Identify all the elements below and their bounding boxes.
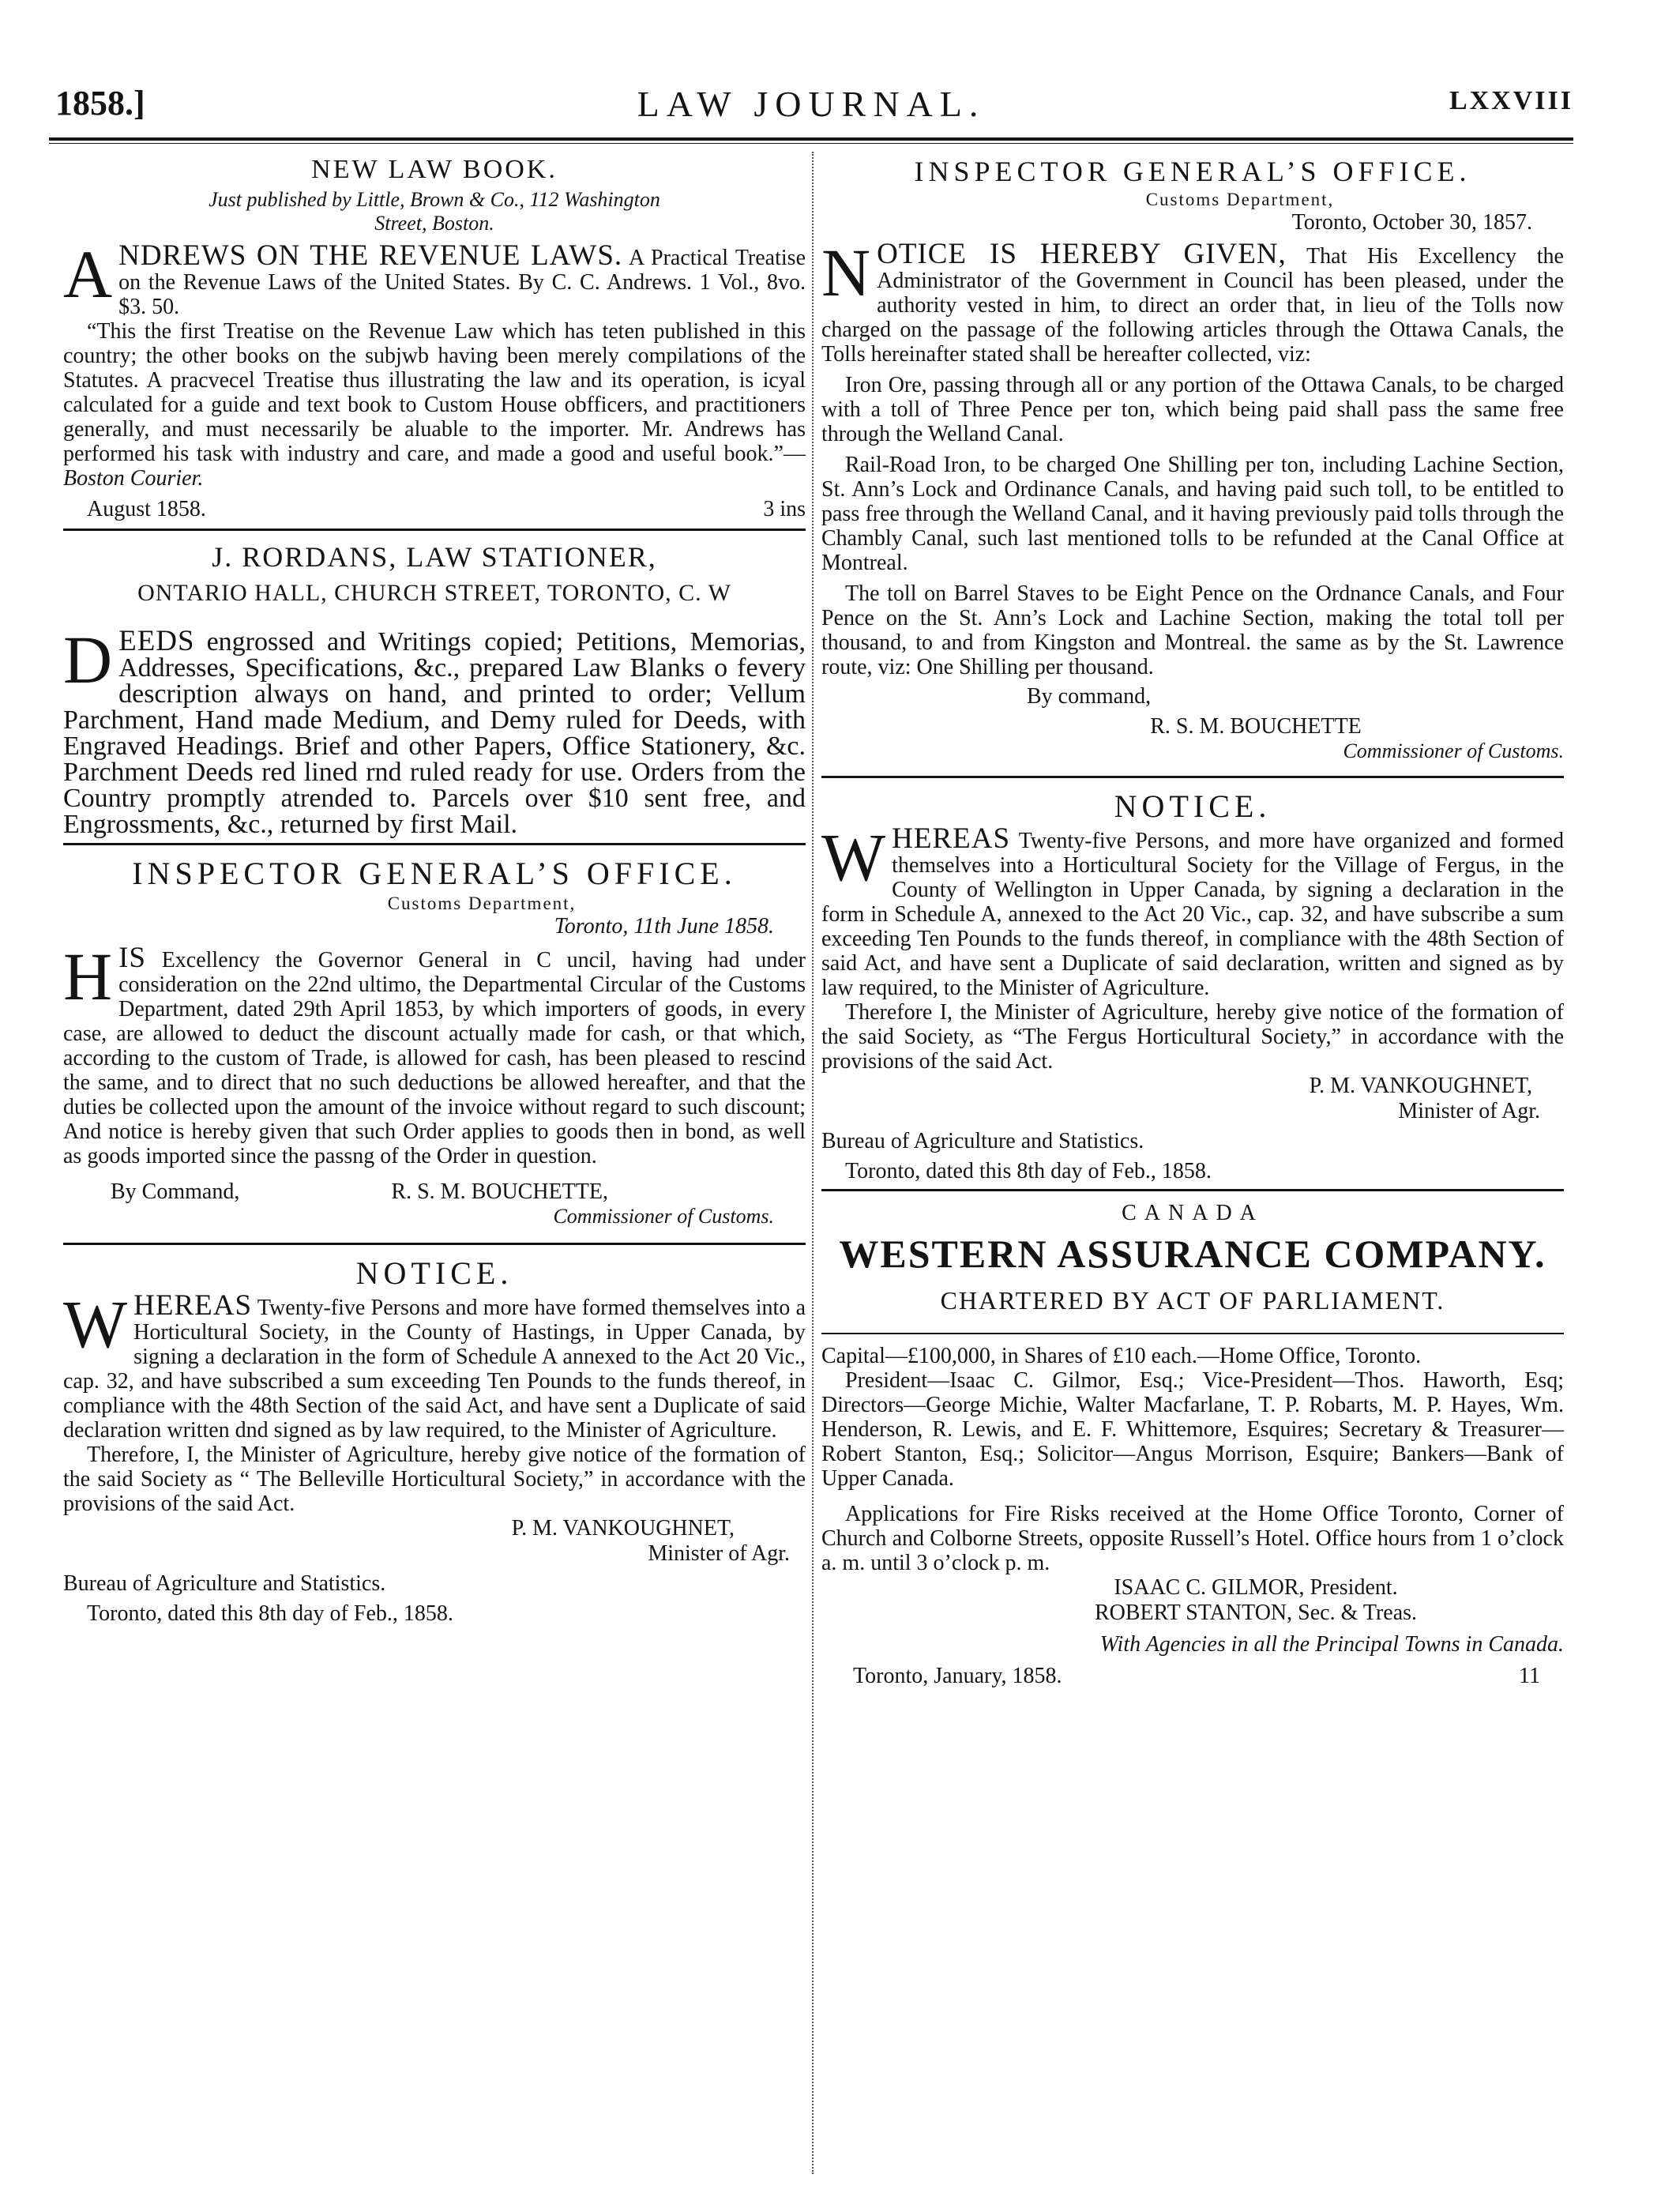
notice-lead-left: HEREAS	[133, 1289, 253, 1322]
notice-body2-left: Therefore, I, the Minister of Agriculture, hereby give notice of the formation of the said Society as “ The Belleville Horticultural Society,” in accordance with the provisions of the said Act.	[63, 1443, 806, 1516]
inspector-signature-row-left	[63, 1179, 806, 1205]
inspector-date-left: Toronto, 11th June 1858.	[554, 914, 774, 939]
inspector-title-left: Commissioner of Customs.	[553, 1205, 774, 1228]
assurance-capital: Capital—£100,000, in Shares of £10 each.—Home Office, Toronto.	[821, 1344, 1422, 1368]
inspector-heading-left: INSPECTOR GENERAL’S OFFICE.	[132, 856, 737, 891]
book-body: A Practical Treatise on the Revenue Laws of the United States. By C. C. Andrews. 1 Vol., 8vo. $3. 50.	[118, 246, 806, 319]
inspector-general-notice-left	[63, 855, 806, 1228]
inspector-text3-right: Rail-Road Iron, to be charged One Shilling per ton, including Lachine Section, St. Ann’s Lock and Ordinance Canals, and having paid such toll, to be entitled to pass free through the Welland Canal, and it having previously paid tolls through the Chambly Canal, such last mentioned tolls to be refunded at the Canal Office at Montreal.	[821, 453, 1564, 575]
new-law-book-advert	[63, 155, 806, 522]
inspector-by-command-left: By Command,	[111, 1179, 240, 1204]
inspector-signatory-right: R. S. M. BOUCHETTE	[1150, 714, 1362, 739]
assurance-charter: CHARTERED BY ACT OF PARLIAMENT.	[940, 1286, 1445, 1315]
header-title: LAW JOURNAL.	[637, 84, 986, 124]
book-quote-text: “This the first Treatise on the Revenue Law which has teten published in this country; the other books on the subjwb having been merely compilations of the Statutes. A pracvecel Treatise thus illustrating the law and its operation, is icyal calculated for a guide and text book to Custom House obfficers, and practitioners generally, and must necessarily be aluable to the importer. Mr. Andrews has performed his task with industry and care, and made a good and useful book.”—	[63, 319, 806, 466]
book-quote	[63, 319, 806, 491]
book-date: August 1858.	[87, 497, 206, 521]
assurance-canada: CANADA	[1122, 1201, 1264, 1225]
inspector-text4-right: The toll on Barrel Staves to be Eight Pence on the Ordnance Canals, and Four Pence on the St. Ann’s Lock and Lachine Section, making the total toll per thousand, to and from Kingston and Montreal. the same as by the St. Lawrence route, viz: One Shilling per thousand.	[821, 581, 1564, 679]
stationer-dropcap: D	[63, 622, 113, 698]
section-rule	[821, 1333, 1564, 1334]
book-lead: NDREWS ON THE REVENUE LAWS.	[118, 239, 623, 272]
header-year: 1858.]	[55, 84, 145, 122]
section-rule	[821, 1189, 1564, 1191]
assurance-applications: Applications for Fire Risks received at the Home Office Toronto, Corner of Church and Colborne Streets, opposite Russell’s Hotel. Office hours from 1 o’clock a. m. until 3 o’clock p. m.	[821, 1502, 1564, 1575]
assurance-officers: President—Isaac C. Gilmor, Esq.; Vice-President—Thos. Haworth, Esq; Directors—George Michie, Walter Macfarlane, T. P. Robarts, M. P. Hayes, Wm. Henderson, R. Lewis, and E. F. Whittemore, Esquires; Secretary & Treasurer—Robert Stanton, Esq.; Solicitor—Angus Morrison, Esquire; Bankers—Bank of Upper Canada.	[821, 1368, 1564, 1491]
left-column	[63, 150, 806, 1631]
notice-body-left	[63, 1286, 806, 1443]
book-publisher-line2: Street, Boston.	[374, 212, 494, 235]
assurance-insertions: 11	[1519, 1664, 1540, 1688]
notice-date-left: Toronto, dated this 8th day of Feb., 1858.	[87, 1601, 453, 1626]
section-rule	[63, 1243, 806, 1245]
notice-title-left: Minister of Agr.	[648, 1541, 790, 1566]
notice-signatory-left: P. M. VANKOUGHNET,	[511, 1516, 735, 1540]
inspector-text1-right: That His Excellency the Administrator of the Government in Council has been pleased, under the authority vested in him, to direct an order that, in lieu of the Tolls now charged on the passage of the following articles through the Ottawa Canals, the Tolls hereinafter stated shall be hereafter collected, viz:	[821, 244, 1564, 367]
inspector-title-right: Commissioner of Customs.	[1343, 739, 1564, 762]
notice-bureau-right: Bureau of Agriculture and Statistics.	[821, 1129, 1144, 1153]
inspector-dept-left: Customs Department,	[387, 893, 577, 913]
inspector-date-right: Toronto, October 30, 1857.	[1291, 210, 1532, 235]
assurance-agencies: With Agencies in all the Principal Towns in Canada.	[1099, 1632, 1564, 1657]
book-description	[63, 236, 806, 319]
book-date-row	[63, 497, 806, 522]
notice-heading-right: NOTICE.	[1114, 788, 1272, 824]
header-rule	[49, 137, 1573, 141]
assurance-date-row	[821, 1664, 1564, 1689]
assurance-date: Toronto, January, 1858.	[853, 1664, 1062, 1688]
inspector-by-command-right: By command,	[1027, 684, 1152, 709]
inspector-body1-right	[821, 235, 1564, 367]
notice-title-right: Minister of Agr.	[1398, 1099, 1540, 1123]
book-insertions: 3 ins	[763, 497, 806, 521]
inspector-text2-right: Iron Ore, passing through all or any portion of the Ottawa Canals, to be charged with a toll of Three Pence per ton, which being paid shall pass the same free through the Welland Canal.	[821, 373, 1564, 446]
right-column	[821, 150, 1564, 1695]
assurance-signature-2: ROBERT STANTON, Sec. & Treas.	[1094, 1601, 1418, 1625]
section-rule	[821, 776, 1564, 778]
inspector-lead-right: OTICE IS HEREBY GIVEN,	[877, 238, 1287, 270]
inspector-heading-right: INSPECTOR GENERAL’S OFFICE.	[914, 156, 1471, 187]
assurance-heading: WESTERN ASSURANCE COMPANY.	[839, 1232, 1546, 1276]
inspector-general-notice-right	[821, 155, 1564, 763]
notice-body2-right: Therefore I, the Minister of Agriculture, hereby give notice of the formation of the said Society, as “The Fergus Horticultural Society,” in accordance with the provisions of the said Act.	[821, 1000, 1564, 1074]
belleville-notice	[63, 1255, 806, 1627]
section-rule	[63, 529, 806, 531]
notice-text-left: Twenty-five Persons and more have formed themselves into a Horticultural Society, in the County of Hastings, in Upper Canada, by signing a declaration in the form of Schedule A annexed to the Act 20 Vic., cap. 32, and have subscribed a sum exceeding Ten Pounds to the funds thereof, in compliance with the 48th Section of the said Act, and have sent a Duplicate of said declaration written dnd signed as by law required, to the Minister of Agriculture.	[63, 1296, 806, 1443]
stationer-address: ONTARIO HALL, CHURCH STREET, TORONTO, C. W	[137, 580, 731, 606]
header-rule-thin	[49, 143, 1573, 144]
notice-signatory-right: P. M. VANKOUGHNET,	[1309, 1074, 1532, 1098]
notice-dropcap-left: W	[63, 1286, 128, 1362]
notice-bureau-left: Bureau of Agriculture and Statistics.	[63, 1571, 386, 1596]
inspector-dropcap-right: N	[821, 235, 871, 310]
notice-body-right	[821, 819, 1564, 1000]
inspector-body-left	[63, 939, 806, 1168]
stationer-body	[63, 622, 806, 839]
stationer-lead: EEDS	[118, 625, 195, 657]
notice-heading-left: NOTICE.	[355, 1255, 513, 1291]
book-publisher	[63, 188, 806, 235]
notice-date-right: Toronto, dated this 8th day of Feb., 1858.	[845, 1159, 1212, 1183]
stationer-text: engrossed and Writings copied; Petitions, Memorias, Addresses, Specifications, &c., prepared Law Blanks o fevery description always on hand, and printed to order; Vellum Parchment, Hand made Medium, and Demy ruled for Deeds, with Engraved Headings. Brief and other Papers, Office Stationery, &c. Parchment Deeds red lined rnd ruled ready for use. Orders from the Country promptly atrended to. Parcels over $10 sent free, and Engrossments, &c., returned by first Mail.	[63, 627, 806, 839]
assurance-signature-1: ISAAC C. GILMOR, President.	[1114, 1575, 1398, 1600]
book-quote-source: Boston Courier.	[63, 466, 204, 491]
notice-text-right: Twenty-five Persons, and more have organized and formed themselves into a Horticultural Society for the Village of Fergus, in the County of Wellington in Upper Canada, by signing a declaration in the form in Schedule A, annexed to the Act 20 Vic., cap. 32, and have subscribe a sum exceeding Ten Pounds to the funds thereof, in compliance with the 48th Section of said Act, and have sent a Duplicate of said declaration, written and signed as by law required, to the Minister of Agriculture.	[821, 829, 1564, 1000]
book-heading: NEW LAW BOOK.	[311, 155, 558, 184]
inspector-dept-right: Customs Department,	[1145, 190, 1335, 209]
inspector-text-left: Excellency the Governor General in C uncil, having had under consideration on the 22nd ultimo, the Departmental Circular of the Customs Department, dated 29th April 1853, by which importers of goods, in every case, are allowed to deduct the discount actually made for cash, or that which, according to the custom of Trade, is allowed for cash, has been pleased to rescind the same, and to direct that no such deductions be allowed hereafter, and that the duties be collected upon the amount of the invoice without regard to such discount; And notice is hereby given that such Order applies to goods then in bond, as well as goods imported since the passng of the Order in question.	[63, 948, 806, 1168]
fergus-notice	[821, 788, 1564, 1184]
inspector-signatory-left: R. S. M. BOUCHETTE,	[391, 1179, 608, 1204]
header-page-number: LXXVIII	[1449, 86, 1573, 115]
inspector-lead-left: IS	[118, 942, 147, 974]
book-dropcap: A	[63, 236, 113, 312]
notice-lead-right: HEREAS	[892, 822, 1011, 855]
column-divider	[812, 152, 814, 2174]
inspector-dropcap-left: H	[63, 939, 113, 1014]
western-assurance-advert	[821, 1201, 1564, 1689]
stationer-advert	[63, 540, 806, 838]
notice-dropcap-right: W	[821, 819, 886, 895]
section-rule	[63, 843, 806, 845]
stationer-heading: J. RORDANS, LAW STATIONER,	[212, 541, 657, 573]
book-publisher-line1: Just published by Little, Brown & Co., 112 Washington	[209, 188, 660, 211]
running-head	[49, 83, 1573, 138]
